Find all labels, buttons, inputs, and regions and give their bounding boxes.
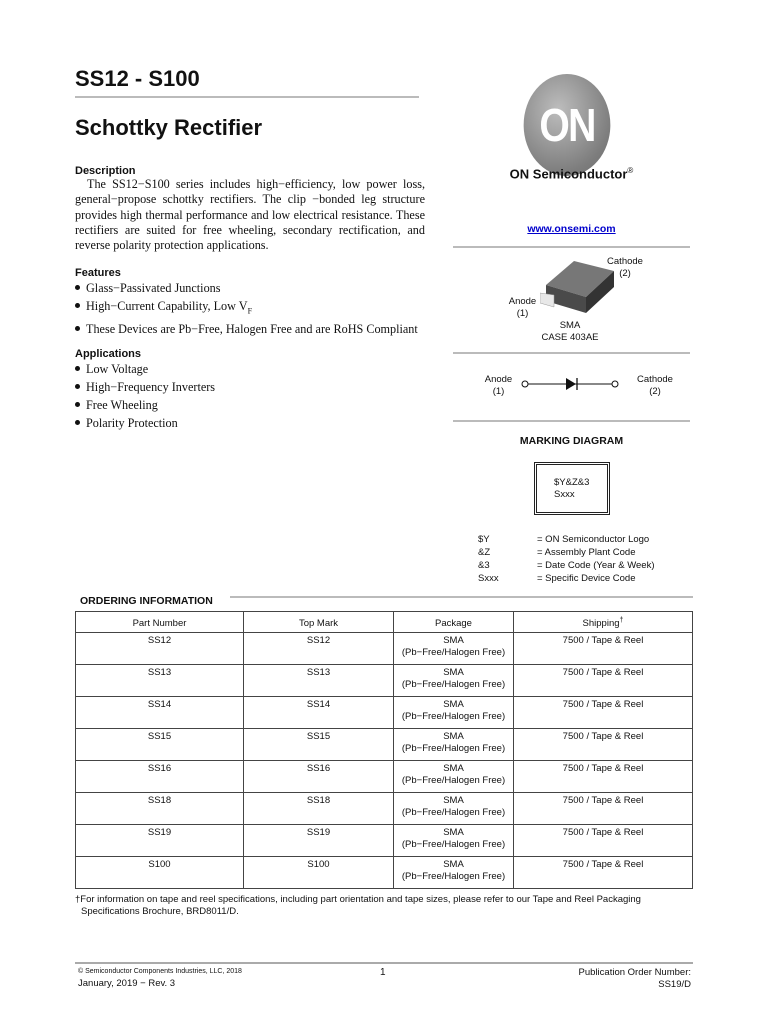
package-label: SMA CASE 403AE: [541, 320, 599, 343]
table-row: [76, 633, 693, 665]
package: SMA (Pb−Free/Halogen Free): [394, 729, 514, 761]
on-logo: ON: [524, 74, 611, 176]
table-row: [76, 665, 693, 697]
footer-copyright: © Semiconductor Components Industries, LLC, 2018: [78, 968, 242, 975]
table-row: [76, 729, 693, 761]
top-mark: S100: [244, 857, 394, 889]
application-item: Low Voltage: [75, 360, 215, 378]
marking-box: $Y&Z&3 Sxxx: [534, 462, 610, 515]
top-mark: SS19: [244, 825, 394, 857]
top-mark: SS12: [244, 633, 394, 665]
part-number: SS15: [76, 729, 244, 761]
application-item: Free Wheeling: [75, 396, 215, 414]
description-section: [75, 165, 425, 253]
marking-heading: MARKING DIAGRAM: [519, 435, 624, 447]
page-title: SS12 - S100: [75, 66, 200, 91]
table-header: Part Number Top Mark Package Shipping†: [76, 612, 693, 633]
table-row: [76, 761, 693, 793]
part-number: SS18: [76, 793, 244, 825]
shipping: 7500 / Tape & Reel: [514, 857, 693, 889]
marking-legend: $Y = ON Semiconductor Logo &Z = Assembly Plant Code &3 = Date Code (Year & Week) Sxxx = Specific Device Code: [478, 534, 655, 584]
description-text: The SS12−S100 series includes high−efficiency, low power loss, general−propose schottky rectifiers. The clip −bonded leg structure provides high thermal performance and low electrical resistance. These rectifiers are suited for free wheeling, secondary rectification, and reverse polarity protection applications.: [75, 177, 425, 253]
table-row: [76, 857, 693, 889]
shipping: 7500 / Tape & Reel: [514, 793, 693, 825]
shipping: 7500 / Tape & Reel: [514, 761, 693, 793]
table-row: [76, 793, 693, 825]
package: SMA (Pb−Free/Halogen Free): [394, 761, 514, 793]
top-mark: SS16: [244, 761, 394, 793]
feature-item: High−Current Capability, Low $V_F$: [75, 297, 418, 320]
page-number: 1: [380, 967, 386, 978]
divider: [75, 96, 419, 98]
package: SMA (Pb−Free/Halogen Free): [394, 665, 514, 697]
part-number: SS16: [76, 761, 244, 793]
top-mark: SS15: [244, 729, 394, 761]
footer-date: January, 2019 − Rev. 3: [78, 978, 176, 989]
features-section: [75, 267, 418, 338]
shipping: 7500 / Tape & Reel: [514, 729, 693, 761]
features-heading: Features: [75, 267, 121, 279]
package: SMA (Pb−Free/Halogen Free): [394, 825, 514, 857]
shipping: 7500 / Tape & Reel: [514, 633, 693, 665]
table-row: [76, 697, 693, 729]
part-number: S100: [76, 857, 244, 889]
part-number: SS14: [76, 697, 244, 729]
description-heading: Description: [75, 165, 136, 177]
anode-symbol-label: Anode (1): [484, 374, 513, 397]
package: SMA (Pb−Free/Halogen Free): [394, 857, 514, 889]
cathode-symbol-label: Cathode (2): [637, 374, 673, 397]
application-item: Polarity Protection: [75, 414, 215, 432]
feature-item: These Devices are Pb−Free, Halogen Free and are RoHS Compliant: [75, 320, 418, 338]
top-mark: SS14: [244, 697, 394, 729]
brand-name: ON Semiconductor®: [509, 166, 634, 182]
package: SMA (Pb−Free/Halogen Free): [394, 793, 514, 825]
ordering-footnote: †For information on tape and reel specifications, including part orientation and tape sizes, please refer to our Tape and Reel Packaging Specifications Brochure, BRD8011/D.: [75, 894, 641, 917]
part-number: SS13: [76, 665, 244, 697]
shipping: 7500 / Tape & Reel: [514, 665, 693, 697]
package: SMA (Pb−Free/Halogen Free): [394, 697, 514, 729]
feature-item: Glass−Passivated Junctions: [75, 279, 418, 297]
ordering-table: [75, 611, 693, 889]
cathode-label: Cathode (2): [607, 256, 643, 279]
applications-section: [75, 348, 215, 432]
diode-symbol-icon: [520, 376, 620, 392]
application-item: High−Frequency Inverters: [75, 378, 215, 396]
top-mark: SS13: [244, 665, 394, 697]
part-number: SS19: [76, 825, 244, 857]
top-mark: SS18: [244, 793, 394, 825]
page-subtitle: Schottky Rectifier: [75, 115, 263, 140]
applications-heading: Applications: [75, 348, 142, 360]
anode-label: Anode (1): [508, 296, 537, 319]
package: SMA (Pb−Free/Halogen Free): [394, 633, 514, 665]
table-row: [76, 825, 693, 857]
publication-number: Publication Order Number: SS19/D: [578, 967, 691, 990]
sma-package-image: [540, 255, 615, 315]
shipping: 7500 / Tape & Reel: [514, 697, 693, 729]
ordering-heading: ORDERING INFORMATION: [80, 595, 213, 607]
website-link[interactable]: www.onsemi.com: [527, 223, 616, 235]
shipping: 7500 / Tape & Reel: [514, 825, 693, 857]
part-number: SS12: [76, 633, 244, 665]
